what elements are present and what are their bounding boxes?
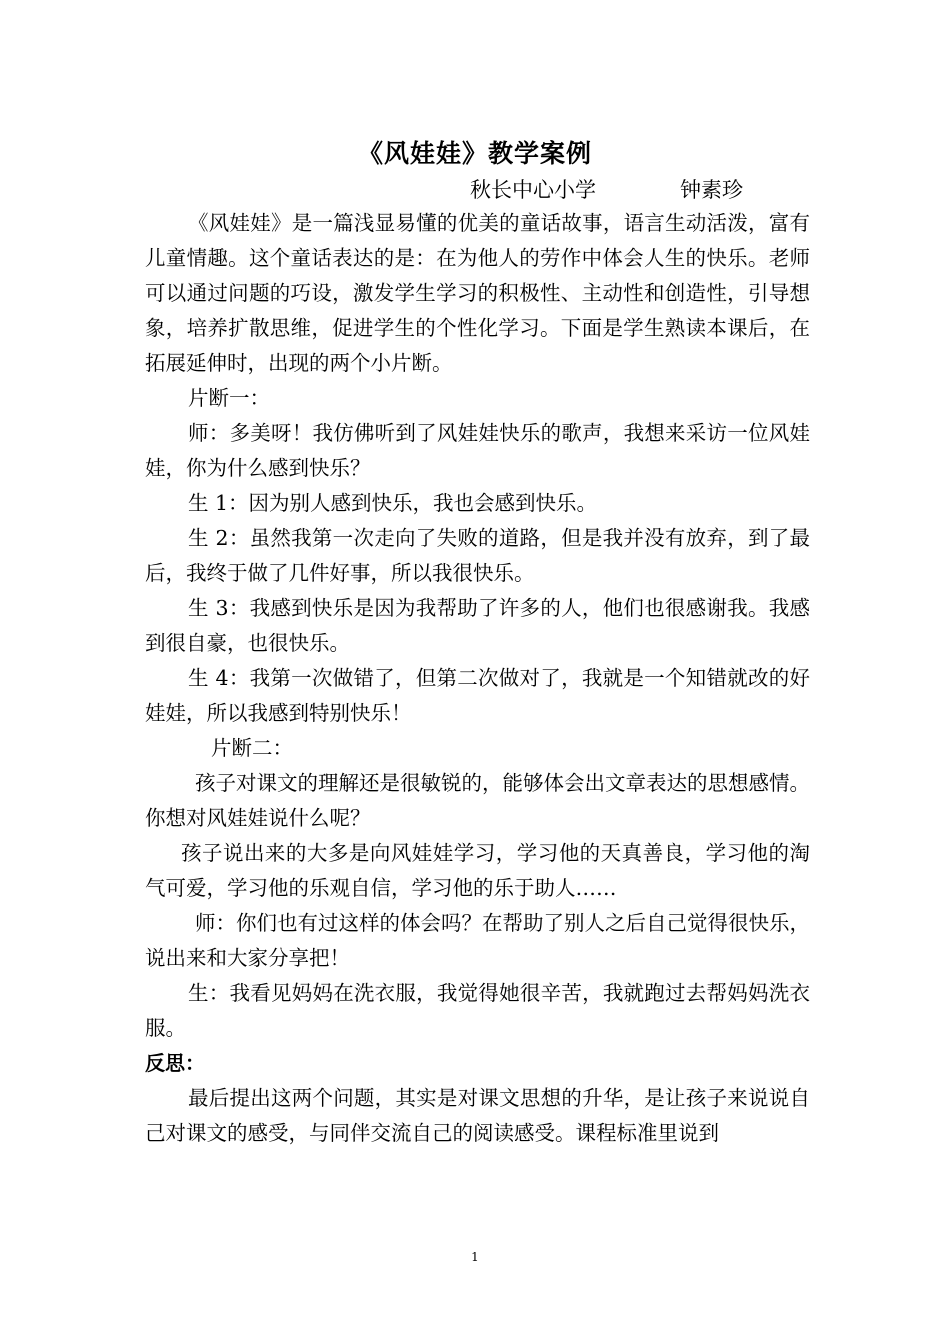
body-paragraph: 孩子对课文的理解还是很敏锐的，能够体会出文章表达的思想感情。你想对风娃娃说什么呢？ (145, 771, 810, 830)
dialogue-paragraph: 生 2：虽然我第一次走向了失败的道路，但是我并没有放弃，到了最后，我终于做了几件好事，所以我很快乐。 (145, 526, 810, 585)
dialogue-paragraph: 生 3：我感到快乐是因为我帮助了许多的人，他们也很感谢我。我感到很自豪，也很快乐。 (145, 596, 810, 655)
fragment-two-label: 片断二： (211, 736, 293, 760)
page-number: 1 (471, 1250, 479, 1264)
dialogue-paragraph: 生：我看见妈妈在洗衣服，我觉得她很辛苦，我就跑过去帮妈妈洗衣服。 (145, 981, 810, 1040)
dialogue-paragraph: 生 4：我第一次做错了，但第二次做对了，我就是一个知错就改的好娃娃，所以我感到特别快乐！ (145, 666, 810, 725)
dialogue-paragraph: 生 1：因为别人感到快乐，我也会感到快乐。 (188, 491, 598, 515)
reflection-heading: 反思： (145, 1051, 205, 1075)
document-title: 《风娃娃》教学案例 (357, 139, 592, 168)
document-body (145, 206, 810, 1151)
author-name: 钟素珍 (680, 178, 743, 202)
intro-paragraph: 《风娃娃》是一篇浅显易懂的优美的童话故事，语言生动活泼，富有儿童情趣。这个童话表达的是：在为他人的劳作中体会人生的快乐。老师可以通过问题的巧设，激发学生学习的积极性、主动性和创造性，引导想象，培养扩散思维，促进学生的个性化学习。下面是学生熟读本课后，在拓展延伸时，出现的两个小片断。 (145, 211, 810, 375)
dialogue-paragraph: 师：多美呀！我仿佛听到了风娃娃快乐的歌声，我想来采访一位风娃娃，你为什么感到快乐？ (145, 421, 810, 480)
dialogue-paragraph: 师：你们也有过这样的体会吗？在帮助了别人之后自己觉得很快乐，说出来和大家分享把！ (145, 911, 810, 970)
school-name: 秋长中心小学 (470, 178, 596, 202)
reflection-paragraph: 最后提出这两个问题，其实是对课文思想的升华，是让孩子来说说自己对课文的感受，与同伴交流自己的阅读感受。课程标准里说到 (145, 1086, 810, 1145)
fragment-one-label: 片断一： (188, 386, 270, 410)
body-paragraph: 孩子说出来的大多是向风娃娃学习，学习他的天真善良，学习他的淘气可爱，学习他的乐观自信，学习他的乐于助人…… (145, 841, 810, 900)
